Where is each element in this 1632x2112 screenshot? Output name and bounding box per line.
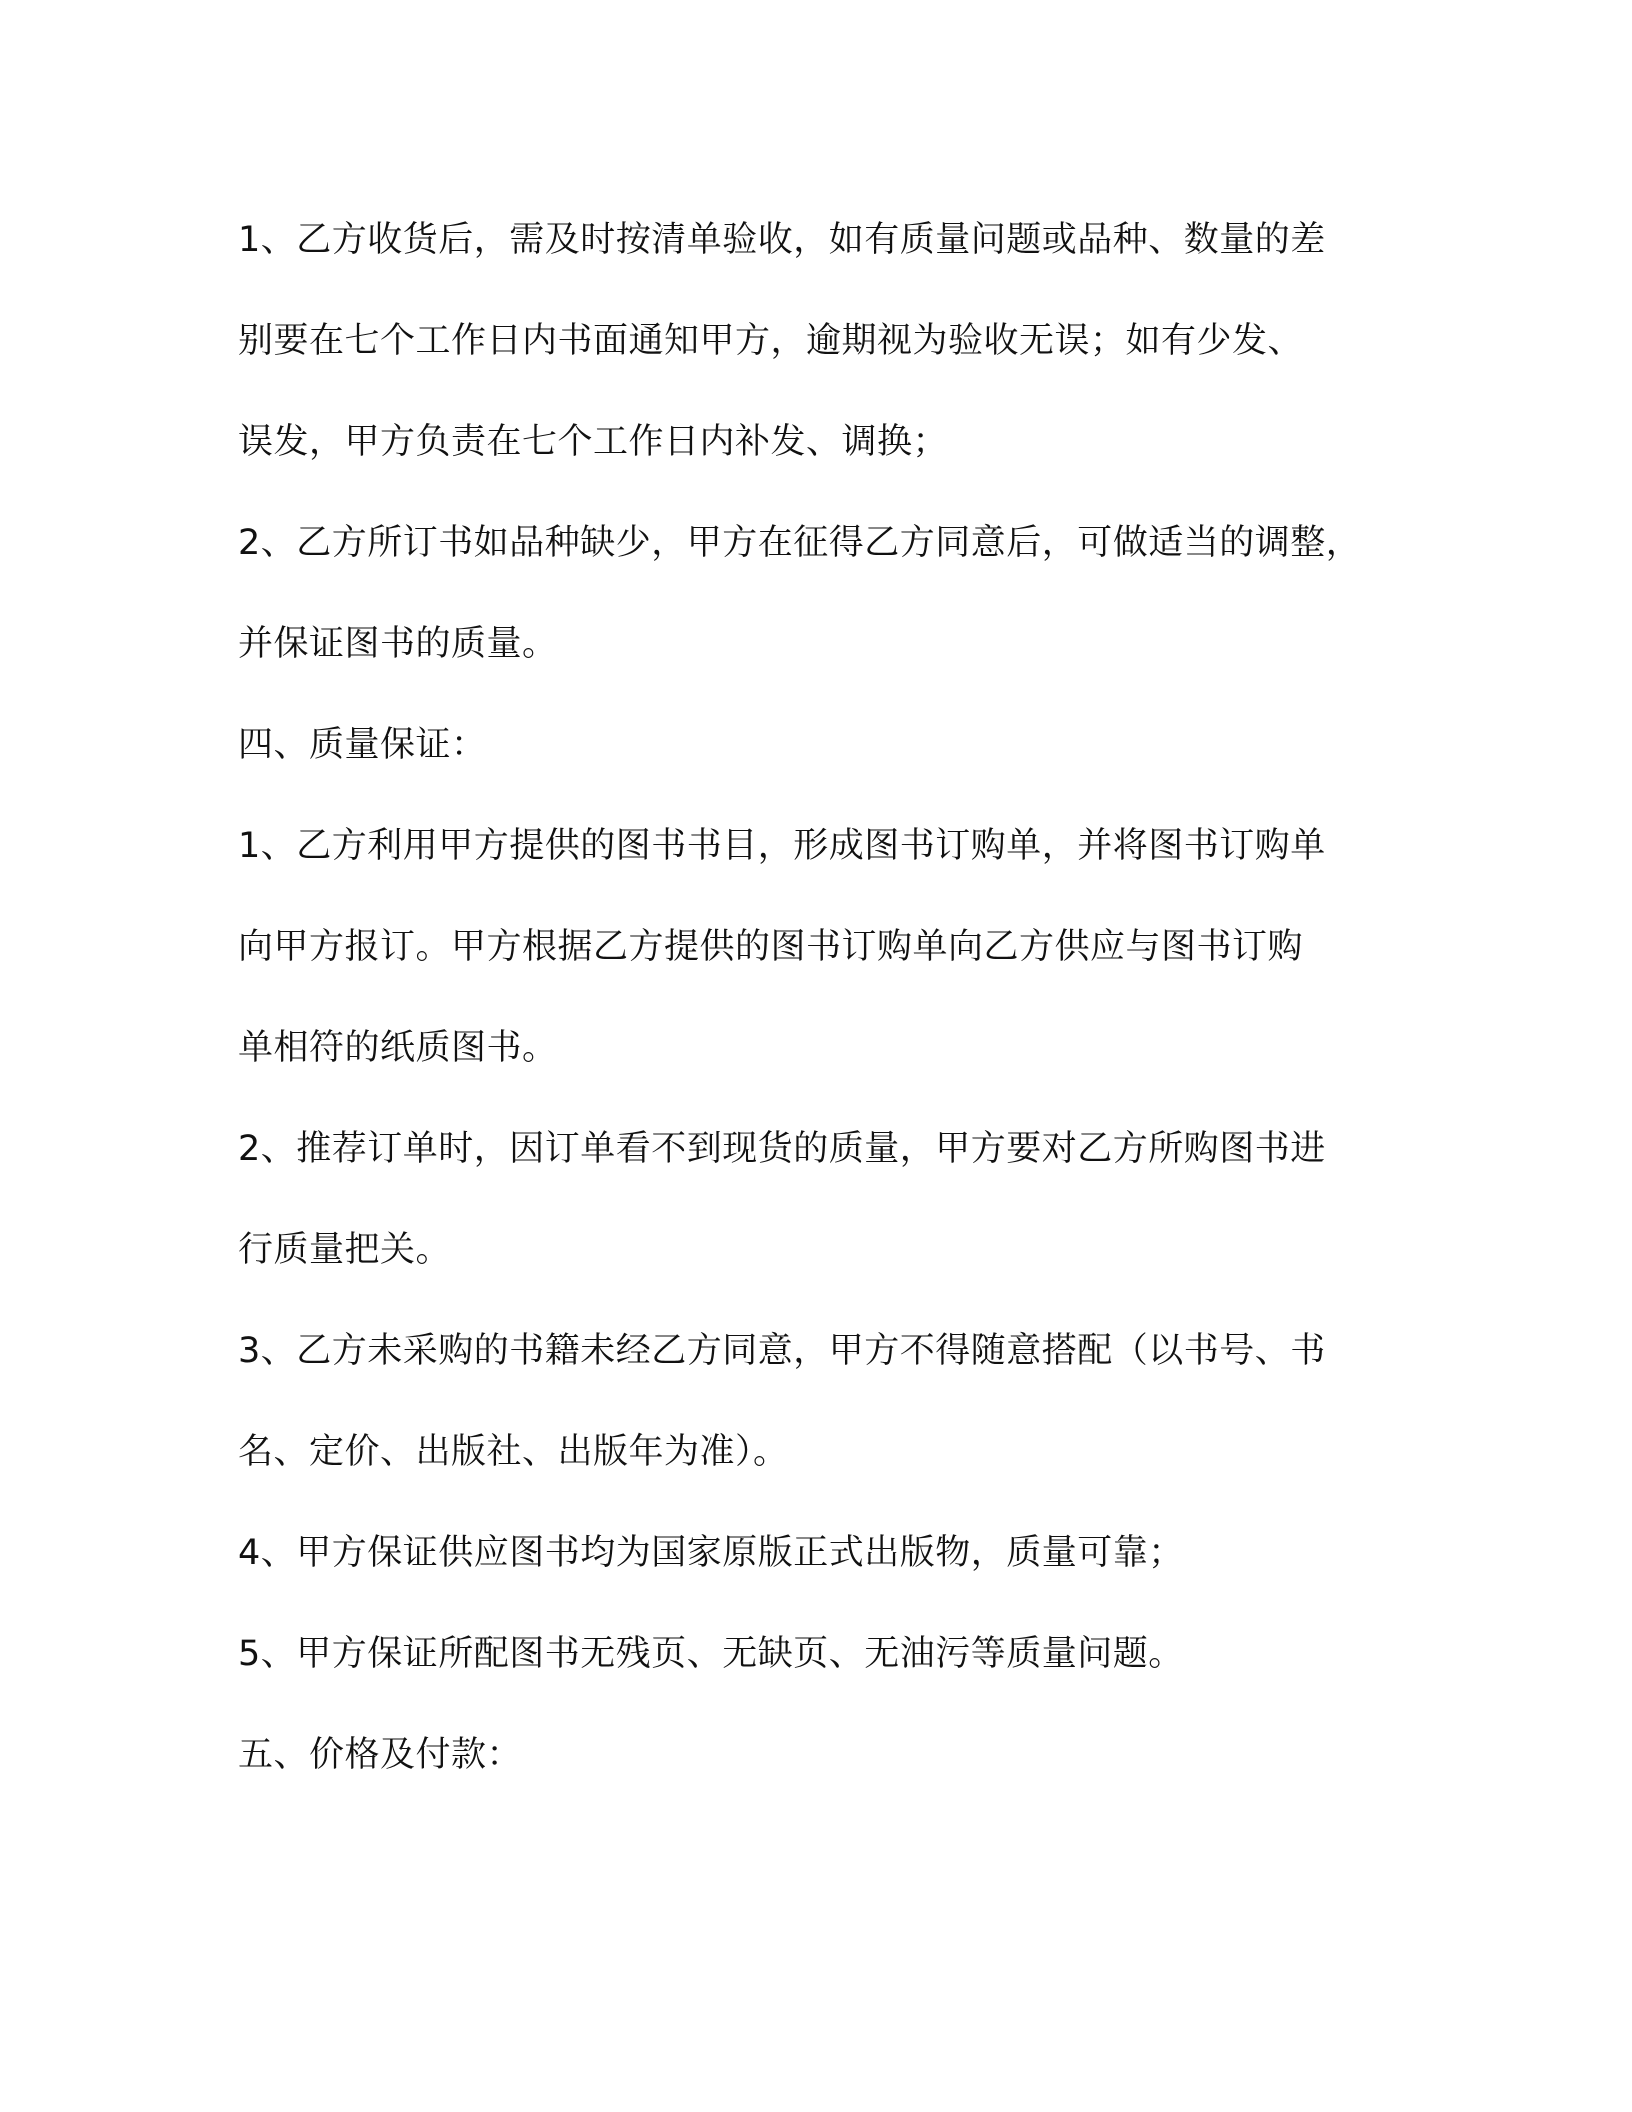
text-line: 误发，甲方负责在七个工作日内补发、调换；	[238, 422, 949, 462]
section-heading-quality: 四、质量保证：	[238, 725, 487, 765]
text-line: 单相符的纸质图书。	[238, 1028, 558, 1068]
document-body	[238, 190, 1408, 1806]
text-line: 1、乙方利用甲方提供的图书书目，形成图书订购单，并将图书订购单	[238, 826, 1326, 866]
text-line: 4、甲方保证供应图书均为国家原版正式出版物，质量可靠；	[238, 1533, 1184, 1573]
text-line: 3、乙方未采购的书籍未经乙方同意，甲方不得随意搭配（以书号、书	[238, 1331, 1326, 1371]
text-line: 1、乙方收货后，需及时按清单验收，如有质量问题或品种、数量的差	[238, 220, 1326, 260]
text-line: 别要在七个工作日内书面通知甲方，逾期视为验收无误；如有少发、	[238, 321, 1304, 361]
text-line: 名、定价、出版社、出版年为准）。	[238, 1432, 789, 1472]
text-line: 向甲方报订。甲方根据乙方提供的图书订购单向乙方供应与图书订购	[238, 927, 1304, 967]
text-line: 并保证图书的质量。	[238, 624, 558, 664]
text-line: 2、乙方所订书如品种缺少，甲方在征得乙方同意后，可做适当的调整，	[238, 523, 1362, 563]
text-line: 行质量把关。	[238, 1230, 452, 1270]
section-heading-price: 五、价格及付款：	[238, 1735, 523, 1775]
text-line: 2、推荐订单时，因订单看不到现货的质量，甲方要对乙方所购图书进	[238, 1129, 1326, 1169]
text-line: 5、甲方保证所配图书无残页、无缺页、无油污等质量问题。	[238, 1634, 1184, 1674]
